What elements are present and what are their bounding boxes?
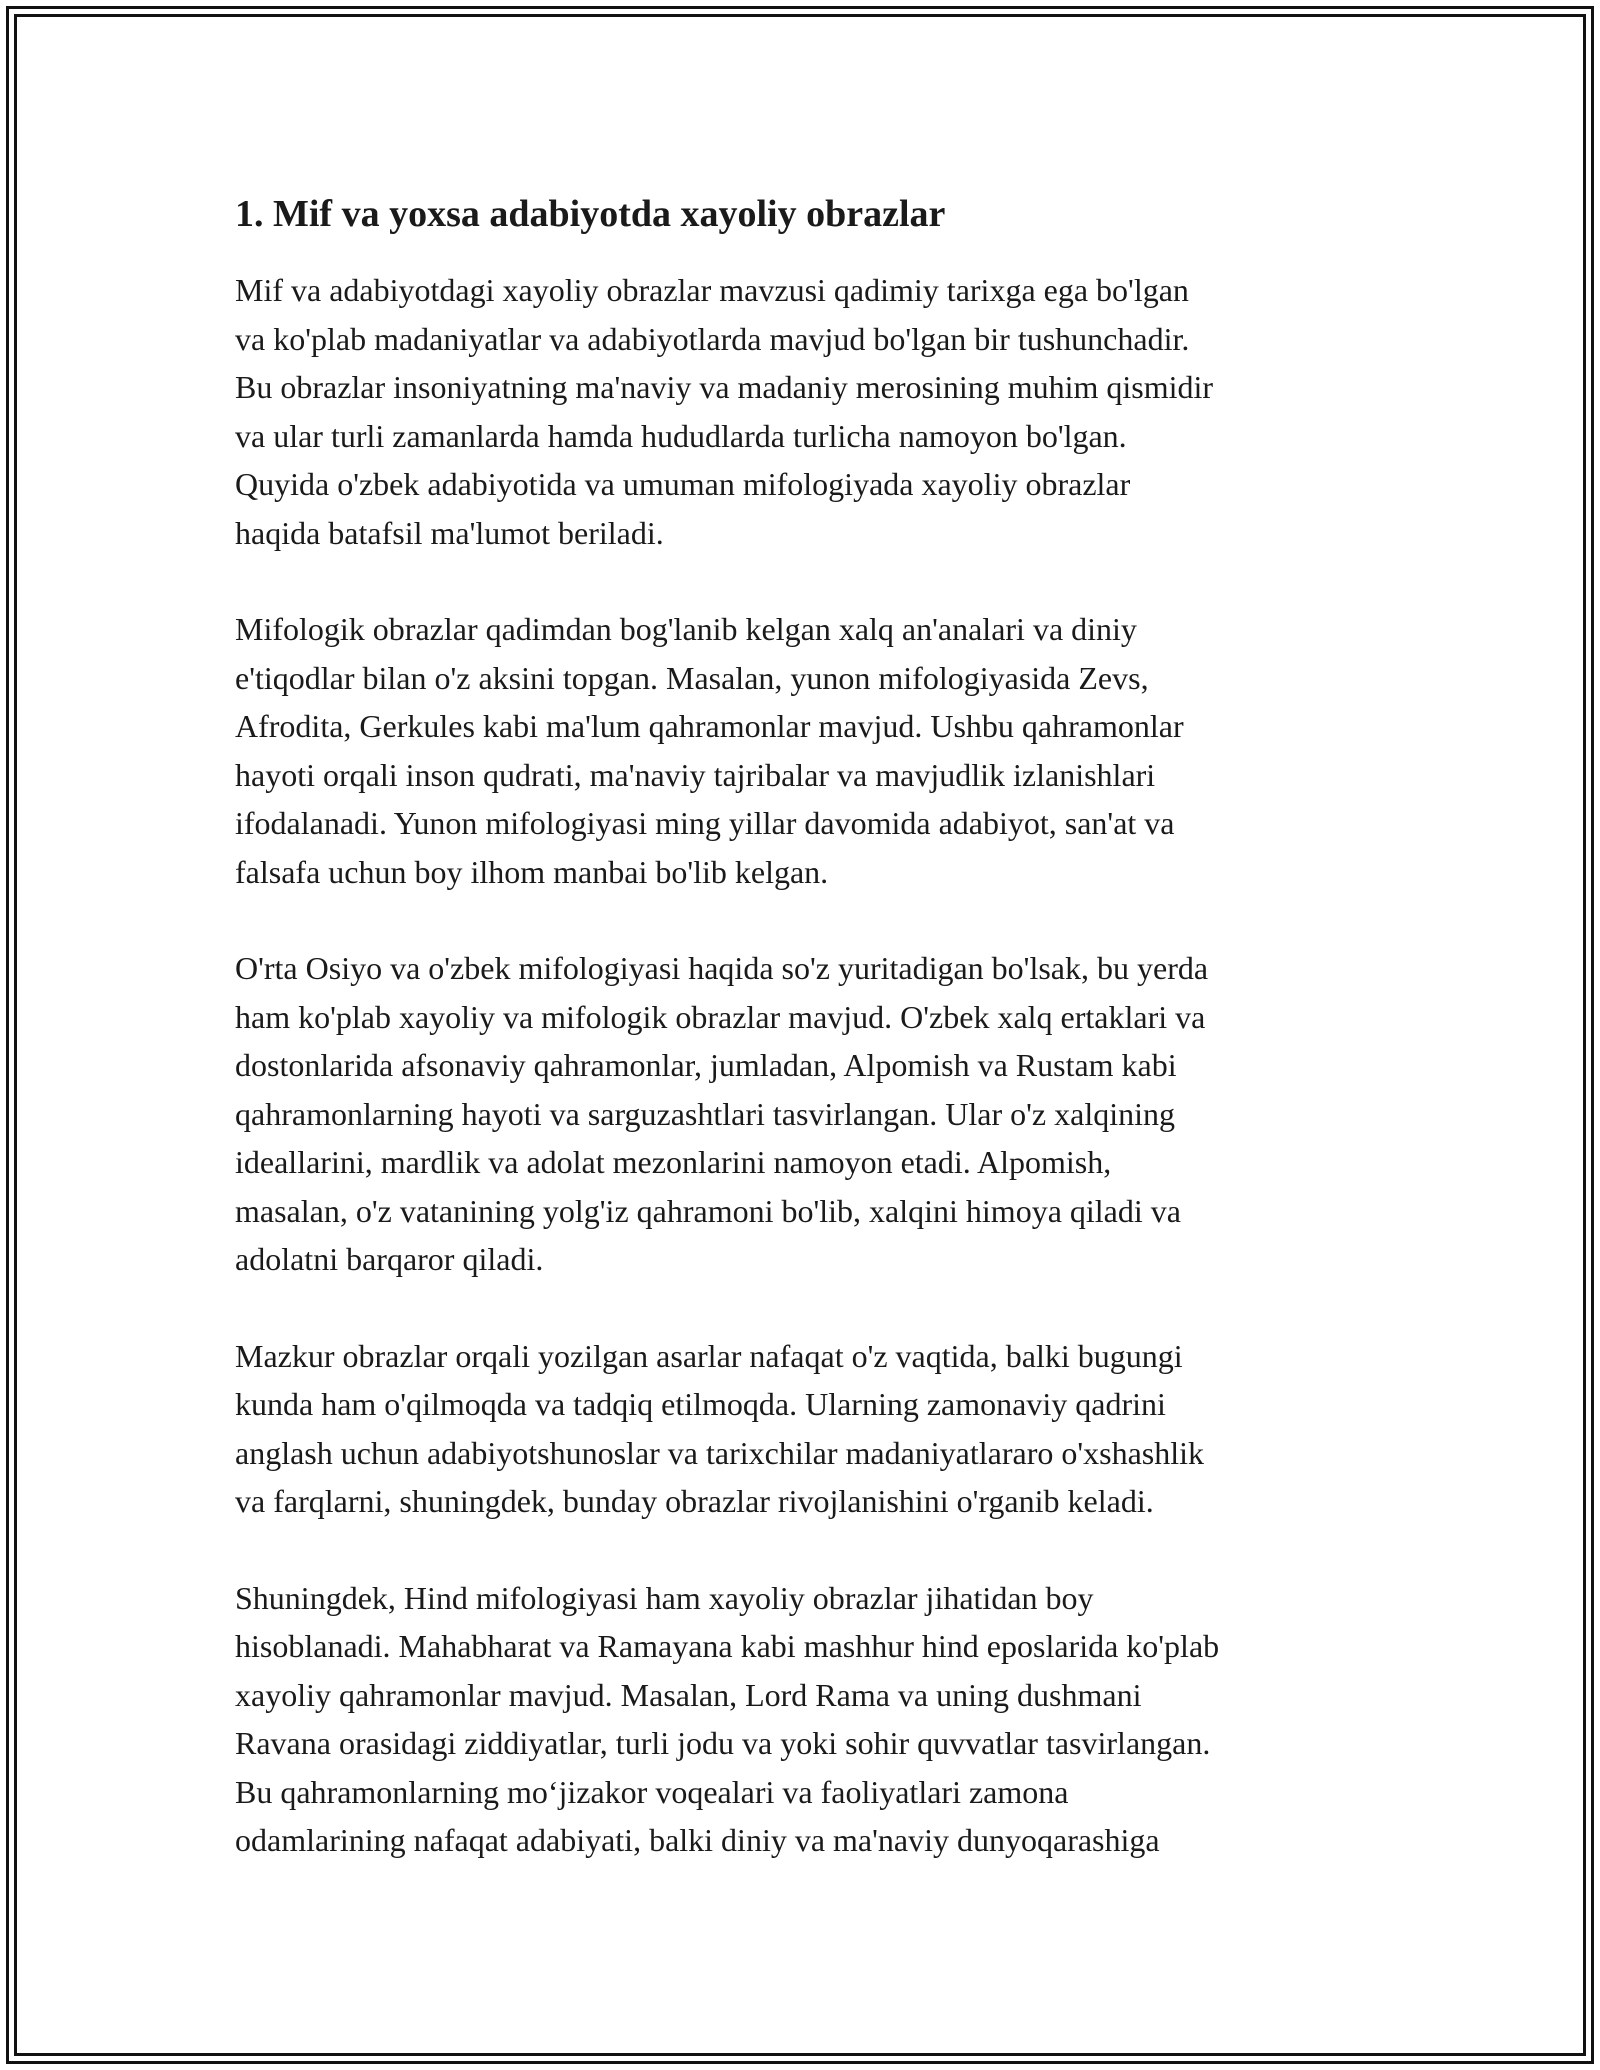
text-line: hayoti orqali inson qudrati, ma'naviy tajribalar va mavjudlik izlanishlari xyxy=(235,756,1156,793)
paragraph-uzbek-mythology xyxy=(235,944,1385,1284)
text-line: dostonlarida afsonaviy qahramonlar, jumladan, Alpomish va Rustam kabi xyxy=(235,1047,1177,1083)
text-line: Mazkur obrazlar orqali yozilgan asarlar nafaqat o'z vaqtida, balki bugungi xyxy=(235,1337,1183,1374)
text-line: masalan, o'z vatanining yolg'iz qahramoni bo'lib, xalqini himoya qiladi va xyxy=(235,1192,1181,1229)
paragraph-indian-mythology xyxy=(235,1574,1385,1865)
text-line: kunda ham o'qilmoqda va tadqiq etilmoqda. Ularning zamonaviy qadrini xyxy=(235,1386,1166,1422)
text-line: Shuningdek, Hind mifologiyasi ham xayoliy obrazlar jihatidan boy xyxy=(235,1579,1094,1616)
document-body xyxy=(235,186,1385,1913)
text-line: Quyida o'zbek adabiyotida va umuman mifologiyada xayoliy obrazlar xyxy=(235,466,1131,502)
text-line: odamlarining nafaqat adabiyati, balki diniy va ma'naviy dunyoqarashiga xyxy=(235,1822,1160,1858)
text-line: Mif va adabiyotdagi xayoliy obrazlar mavzusi qadimiy tarixga ega bo'lgan xyxy=(235,272,1189,308)
paragraph-greek-mythology xyxy=(235,605,1385,896)
text-line: haqida batafsil ma'lumot beriladi. xyxy=(235,514,664,551)
text-line: falsafa uchun boy ilhom manbai bo'lib kelgan. xyxy=(235,853,829,890)
text-line: adolatni barqaror qiladi. xyxy=(235,1241,544,1277)
text-line: hisoblanadi. Mahabharat va Ramayana kabi mashhur hind eposlarida ko'plab xyxy=(235,1628,1220,1664)
page-title: 1. Mif va yoxsa adabiyotda xayoliy obrazlar xyxy=(235,193,946,235)
text-line: va ular turli zamanlarda hamda hududlarda turlicha namoyon bo'lgan. xyxy=(235,417,1127,454)
text-line: Mifologik obrazlar qadimdan bog'lanib kelgan xalq an'analari va diniy xyxy=(235,611,1137,647)
text-line: ideallarini, mardlik va adolat mezonlarini namoyon etadi. Alpomish, xyxy=(235,1144,1112,1180)
text-line: Bu qahramonlarning mo‘jizakor voqealari va faoliyatlari zamona xyxy=(235,1773,1069,1810)
text-line: qahramonlarning hayoti va sarguzashtlari tasvirlangan. Ular o'z xalqining xyxy=(235,1095,1175,1132)
text-line: ham ko'plab xayoliy va mifologik obrazlar mavjud. O'zbek xalq ertaklari va xyxy=(235,998,1206,1035)
text-line: Ravana orasidagi ziddiyatlar, turli jodu va yoki sohir quvvatlar tasvirlangan. xyxy=(235,1725,1211,1761)
text-line: xayoliy qahramonlar mavjud. Masalan, Lord Rama va uning dushmani xyxy=(235,1676,1142,1713)
text-line: ifodalanadi. Yunon mifologiyasi ming yillar davomida adabiyot, san'at va xyxy=(235,805,1175,841)
text-line: O'rta Osiyo va o'zbek mifologiyasi haqida so'z yuritadigan bo'lsak, bu yerda xyxy=(235,950,1209,986)
text-line: Bu obrazlar insoniyatning ma'naviy va madaniy merosining muhim qismidir xyxy=(235,369,1214,405)
text-line: e'tiqodlar bilan o'z aksini topgan. Masalan, yunon mifologiyasida Zevs, xyxy=(235,659,1149,696)
paragraph-intro xyxy=(235,266,1385,557)
text-line: Afrodita, Gerkules kabi ma'lum qahramonlar mavjud. Ushbu qahramonlar xyxy=(235,708,1184,744)
text-line: anglash uchun adabiyotshunoslar va tarixchilar madaniyatlararo o'xshashlik xyxy=(235,1434,1205,1471)
text-line: va ko'plab madaniyatlar va adabiyotlarda mavjud bo'lgan bir tushunchadir. xyxy=(235,320,1190,357)
text-line: va farqlarni, shuningdek, bunday obrazlar rivojlanishini o'rganib keladi. xyxy=(235,1483,1154,1519)
paragraph-modern-study xyxy=(235,1332,1385,1526)
